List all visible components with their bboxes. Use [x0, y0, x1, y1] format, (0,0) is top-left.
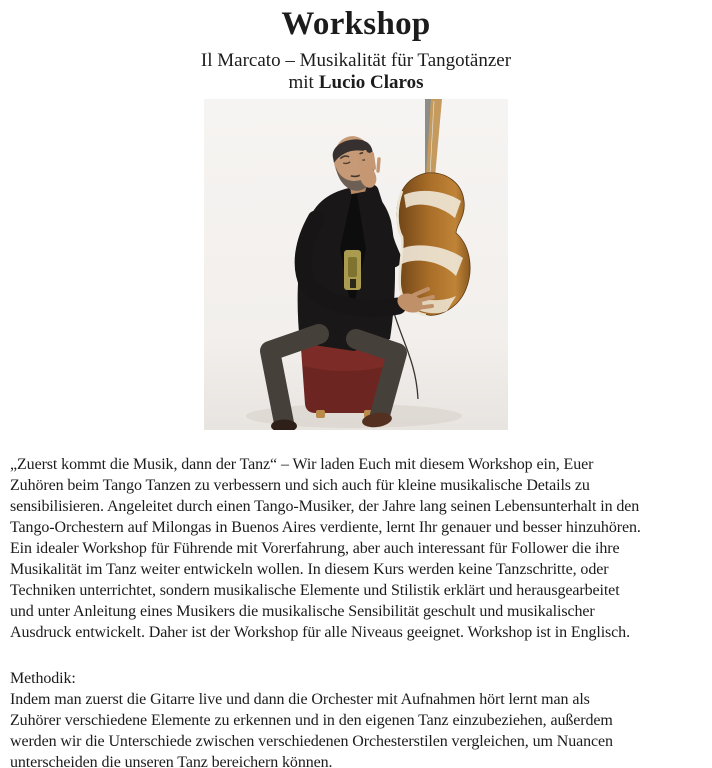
- methodik-heading: Methodik:: [10, 670, 76, 687]
- text-line: „Zuerst kommt die Musik, dann der Tanz“ – Wir laden Euch mit diesem Workshop ein, Euer: [10, 456, 594, 473]
- artist-photo-illustration: [204, 99, 508, 430]
- subtitle: Il Marcato – Musikalität für Tangotänzer: [200, 50, 512, 71]
- text-line: Indem man zuerst die Gitarre live und dann die Orchester mit Aufnahmen hört lernt man als: [10, 691, 590, 708]
- text-line: Techniken unterrichtet, sondern musikalische Elemente und Stilistik erklärt und herausgearbeitet: [10, 582, 620, 599]
- text-line: unterscheiden die unseren Tanz bereichern können.: [10, 754, 333, 768]
- text-line: Ausdruck entwickelt. Daher ist der Workshop für alle Niveaus geeignet. Workshop ist in Englisch.: [10, 624, 630, 641]
- methodik-paragraph: [10, 689, 706, 768]
- byline-name: Lucio Claros: [318, 72, 424, 93]
- byline: [0, 72, 712, 94]
- text-line: werden wir die Unterschiede zwischen verschiedenen Orchesterstilen vergleichen, um Nuancen: [10, 733, 613, 750]
- tshirt-graphic: [344, 250, 361, 290]
- text-line: Zuhörer verschiedene Elemente zu erkennen und in den eigenen Tanz einzubeziehen, außerdem: [10, 712, 613, 729]
- byline-prefix: mit: [288, 72, 314, 93]
- page-title: Workshop: [281, 6, 431, 42]
- artist-photo: [204, 99, 508, 430]
- text-line: Zuhören beim Tango Tanzen zu verbessern und sich auch für kleine musikalische Details zu: [10, 477, 590, 494]
- text-line: Ein idealer Workshop für Führende mit Vorerfahrung, aber auch interessant für Follower die ihre: [10, 540, 620, 557]
- text-line: sensibilisieren. Angeleitet durch einen Tango-Musiker, der Jahre lang seinen Lebensunterhalt in den: [10, 498, 640, 515]
- document-header: [0, 0, 712, 94]
- text-line: Musikalität im Tanz weiter entwickeln wollen. In diesem Kurs werden keine Tanzschritte, oder: [10, 561, 609, 578]
- methodik-section: [0, 668, 712, 768]
- text-line: und unter Anleitung eines Musikers die musikalische Sensibilität geschult und musikalischer: [10, 603, 595, 620]
- intro-paragraph: [0, 454, 712, 643]
- text-line: Tango-Orchestern auf Milongas in Buenos Aires verdiente, lernt Ihr genauer und besser hinzuhören.: [10, 519, 641, 536]
